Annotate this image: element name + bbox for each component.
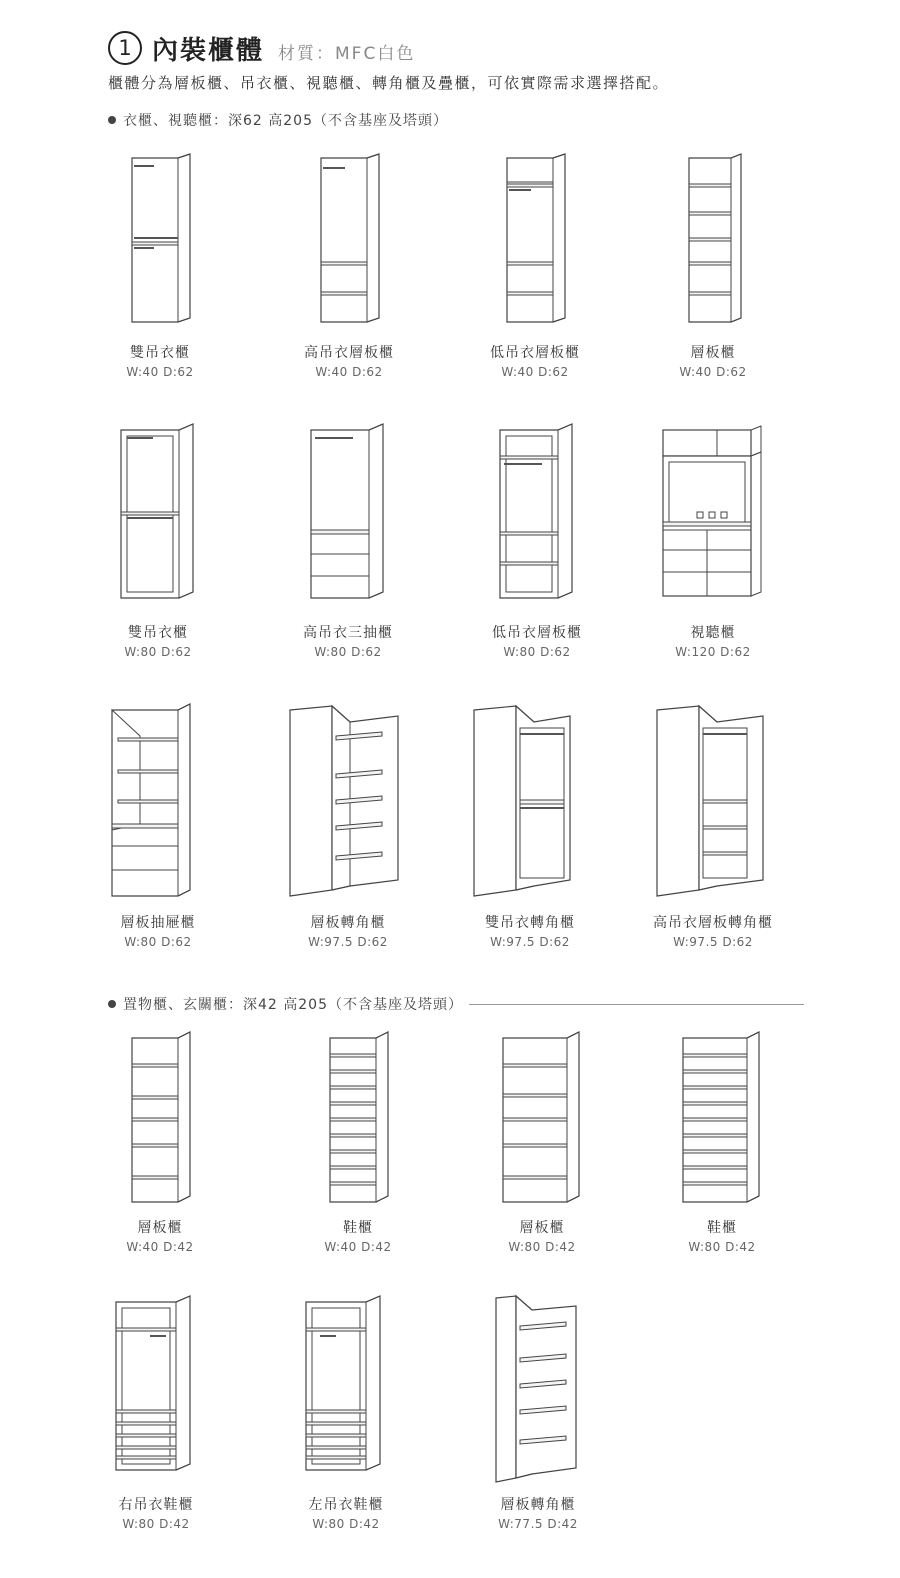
section-title: 衣櫃、視聽櫃：深62 高205（不含基座及塔頭） [123,113,448,129]
product-card[interactable] [248,700,448,949]
shelf-wide-42-icon [497,1030,587,1215]
high-hang-drawer-icon [303,420,393,620]
product-card[interactable] [438,1292,638,1531]
product-name: 高吊衣三抽櫃 [303,625,393,641]
bullet-icon [108,116,116,124]
product-card[interactable] [430,700,630,949]
product-name: 低吊衣層板櫃 [492,625,582,641]
section-title: 置物櫃、玄關櫃：深42 高205（不含基座及塔頭） [123,997,463,1013]
bullet-icon [108,1000,116,1008]
double-hang-narrow-icon [120,150,200,340]
product-dimension: W:97.5 D:62 [490,935,570,949]
shelf-narrow-42-icon [120,1030,200,1215]
product-card[interactable] [442,1030,642,1254]
section-wardrobe [108,110,448,130]
shoe-narrow-icon [318,1030,398,1215]
product-name: 層板櫃 [690,345,736,361]
product-name: 右吊衣鞋櫃 [118,1497,194,1513]
material-label: 材質：MFC白色 [278,43,416,64]
product-name: 層板抽屜櫃 [120,915,196,931]
product-card[interactable] [60,150,260,379]
right-hang-shoe-icon [106,1292,206,1492]
description: 櫃體分為層板櫃、吊衣櫃、視聽櫃、轉角櫃及疊櫃，可依實際需求選擇搭配。 [108,74,670,92]
section-number: 1 [108,31,142,65]
high-hang-shelf-narrow-icon [309,150,389,340]
product-name: 層板櫃 [137,1220,183,1236]
product-dimension: W:40 D:42 [324,1240,392,1254]
product-dimension: W:120 D:62 [675,645,751,659]
product-card[interactable] [58,700,258,949]
product-dimension: W:40 D:62 [126,365,194,379]
product-dimension: W:80 D:42 [508,1240,576,1254]
product-dimension: W:80 D:62 [503,645,571,659]
product-name: 視聽櫃 [690,625,736,641]
product-card[interactable] [437,420,637,659]
product-dimension: W:80 D:62 [314,645,382,659]
product-card[interactable] [258,1030,458,1254]
section-storage [108,994,804,1014]
product-card[interactable] [435,150,635,379]
corner-double-hang-icon [470,700,590,910]
product-dimension: W:97.5 D:62 [308,935,388,949]
product-dimension: W:80 D:42 [688,1240,756,1254]
shelf-drawer-icon [108,700,208,910]
product-card[interactable] [249,150,449,379]
product-card[interactable] [60,1030,260,1254]
low-hang-shelf-wide-icon [492,420,582,620]
product-card[interactable] [246,1292,446,1531]
product-card[interactable] [56,1292,256,1531]
low-hang-shelf-narrow-icon [495,150,575,340]
product-name: 高吊衣層板轉角櫃 [653,915,773,931]
product-name: 鞋櫃 [343,1220,373,1236]
product-dimension: W:97.5 D:62 [673,935,753,949]
product-dimension: W:77.5 D:42 [498,1517,578,1531]
product-name: 左吊衣鞋櫃 [308,1497,384,1513]
product-card[interactable] [248,420,448,659]
product-dimension: W:80 D:42 [122,1517,190,1531]
product-card[interactable] [613,700,813,949]
product-name: 鞋櫃 [707,1220,737,1236]
product-dimension: W:40 D:62 [679,365,747,379]
shoe-wide-icon [677,1030,767,1215]
section-divider [469,1004,804,1005]
section-header [108,28,415,68]
product-dimension: W:80 D:62 [124,645,192,659]
tv-cabinet-icon [653,420,773,620]
product-name: 低吊衣層板櫃 [490,345,580,361]
product-card[interactable] [622,1030,822,1254]
product-name: 層板轉角櫃 [310,915,386,931]
product-dimension: W:80 D:62 [124,935,192,949]
double-hang-wide-icon [113,420,203,620]
corner-shelf-icon [288,700,408,910]
page-title: 內裝櫃體 [152,35,265,66]
product-name: 層板轉角櫃 [500,1497,576,1513]
product-name: 高吊衣層板櫃 [304,345,394,361]
shelf-narrow-icon [673,150,753,340]
product-card[interactable] [58,420,258,659]
product-dimension: W:40 D:62 [315,365,383,379]
product-card[interactable] [613,420,813,659]
product-name: 雙吊衣櫃 [130,345,190,361]
product-dimension: W:80 D:42 [312,1517,380,1531]
corner-high-hang-shelf-icon [653,700,773,910]
product-dimension: W:40 D:62 [501,365,569,379]
product-card[interactable] [613,150,813,379]
product-name: 雙吊衣櫃 [128,625,188,641]
product-dimension: W:40 D:42 [126,1240,194,1254]
product-name: 雙吊衣轉角櫃 [485,915,575,931]
product-name: 層板櫃 [519,1220,565,1236]
left-hang-shoe-icon [296,1292,396,1492]
corner-shelf-42-icon [488,1292,588,1492]
